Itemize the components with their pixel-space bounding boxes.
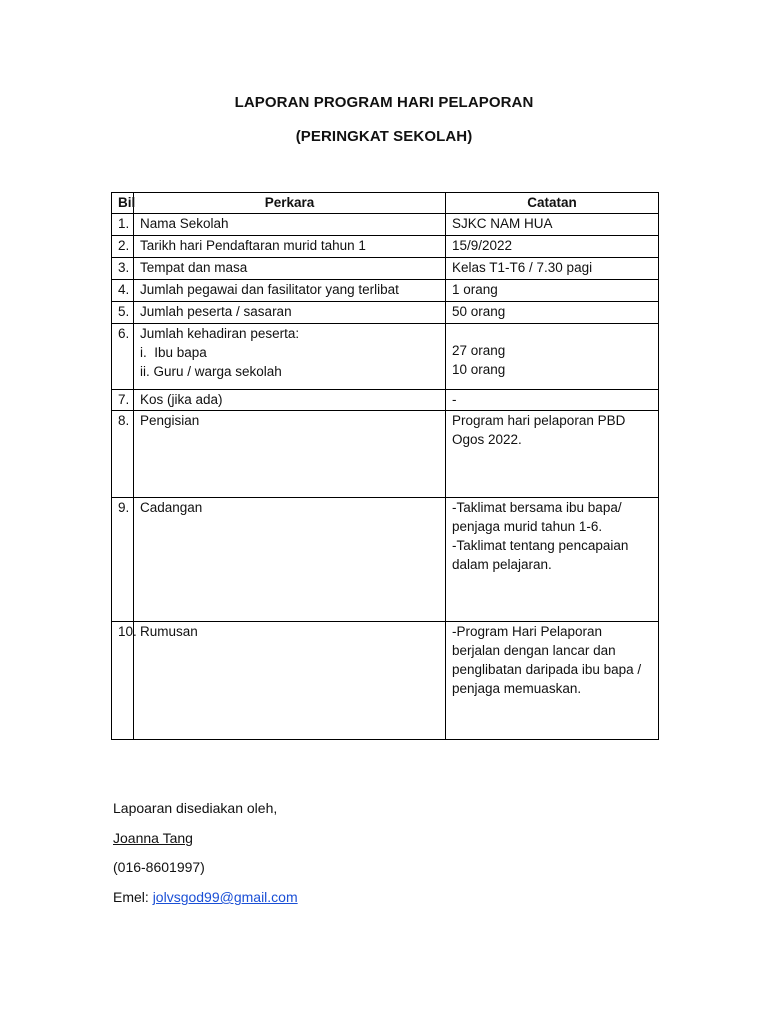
row-catatan: -Program Hari Pelaporan berjalan dengan lancar dan penglibatan daripada ibu bapa / penjaga memuaskan. xyxy=(446,622,659,740)
header-catatan: Catatan xyxy=(446,193,659,214)
catatan-line: 10 orang xyxy=(452,362,506,377)
report-title: LAPORAN PROGRAM HARI PELAPORAN xyxy=(234,94,534,111)
header-bil: Bil xyxy=(112,193,134,214)
table-row xyxy=(112,411,659,498)
catatan-line: -Taklimat bersama ibu bapa/ penjaga murid tahun 1-6. xyxy=(452,500,622,534)
row-bil: 10. xyxy=(112,622,134,740)
email-label: Emel: xyxy=(113,889,153,905)
perkara-line: ii. Guru / warga sekolah xyxy=(140,364,282,379)
table-row xyxy=(112,258,659,280)
perkara-line: Jumlah kehadiran peserta: xyxy=(140,326,300,341)
row-bil: 8. xyxy=(112,411,134,498)
catatan-line: 27 orang xyxy=(452,343,506,358)
row-catatan xyxy=(446,498,659,622)
row-bil: 7. xyxy=(112,390,134,411)
row-perkara: Jumlah peserta / sasaran xyxy=(134,302,446,324)
row-bil: 9. xyxy=(112,498,134,622)
table-row xyxy=(112,214,659,236)
row-catatan: Kelas T1-T6 / 7.30 pagi xyxy=(446,258,659,280)
report-table xyxy=(111,192,659,740)
table-row xyxy=(112,390,659,411)
row-perkara xyxy=(134,324,446,390)
row-bil: 4. xyxy=(112,280,134,302)
row-catatan: 1 orang xyxy=(446,280,659,302)
table-row xyxy=(112,236,659,258)
email-link[interactable]: jolvsgod99@gmail.com xyxy=(152,889,298,905)
row-bil: 6. xyxy=(112,324,134,390)
table-row xyxy=(112,622,659,740)
row-perkara: Cadangan xyxy=(134,498,446,622)
row-perkara: Kos (jika ada) xyxy=(134,390,446,411)
row-catatan: Program hari pelaporan PBD Ogos 2022. xyxy=(446,411,659,498)
catatan-line: -Taklimat tentang pencapaian dalam pelajaran. xyxy=(452,538,629,572)
row-bil: 3. xyxy=(112,258,134,280)
row-catatan xyxy=(446,324,659,390)
row-catatan: 50 orang xyxy=(446,302,659,324)
email-line xyxy=(113,889,298,905)
row-catatan: - xyxy=(446,390,659,411)
row-bil: 1. xyxy=(112,214,134,236)
row-perkara: Jumlah pegawai dan fasilitator yang terlibat xyxy=(134,280,446,302)
preparer-phone: (016-8601997) xyxy=(113,859,205,875)
row-perkara: Rumusan xyxy=(134,622,446,740)
row-perkara: Pengisian xyxy=(134,411,446,498)
table-row xyxy=(112,324,659,390)
prepared-by-label: Lapoaran disediakan oleh, xyxy=(113,800,278,816)
row-catatan: 15/9/2022 xyxy=(446,236,659,258)
row-perkara: Tempat dan masa xyxy=(134,258,446,280)
row-bil: 5. xyxy=(112,302,134,324)
report-subtitle: (PERINGKAT SEKOLAH) xyxy=(295,128,473,145)
table-row xyxy=(112,498,659,622)
table-row xyxy=(112,302,659,324)
perkara-line: i. Ibu bapa xyxy=(140,345,207,360)
table-row xyxy=(112,280,659,302)
preparer-name: Joanna Tang xyxy=(113,830,193,846)
row-bil: 2. xyxy=(112,236,134,258)
row-perkara: Nama Sekolah xyxy=(134,214,446,236)
row-catatan: SJKC NAM HUA xyxy=(446,214,659,236)
header-perkara: Perkara xyxy=(134,193,446,214)
table-header-row xyxy=(112,193,659,214)
row-perkara: Tarikh hari Pendaftaran murid tahun 1 xyxy=(134,236,446,258)
